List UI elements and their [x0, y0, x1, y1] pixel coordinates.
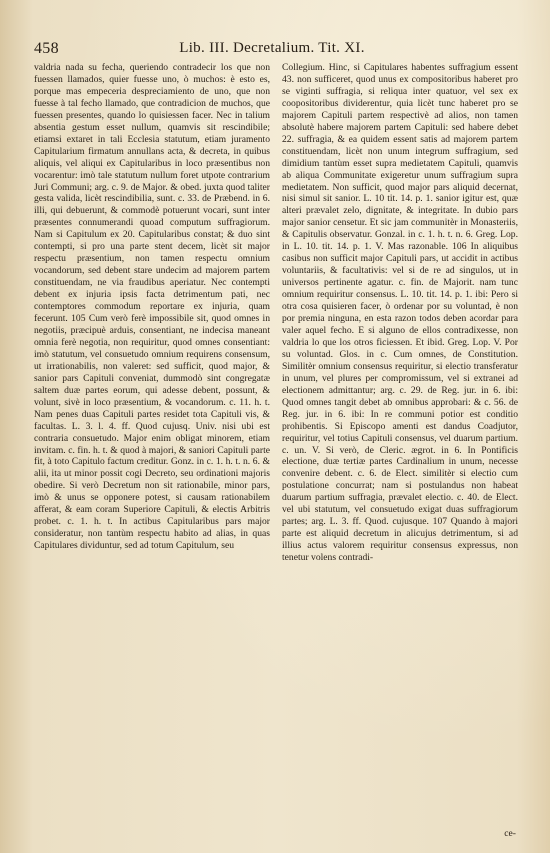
left-column-text: valdria nada su fecha, queriendo contradecir los que non fuessen llamados, quier fuesse uno, ò muchos: è esto es, porque mas empeceria despreciamiento de uno, que non fuesse à tal fecho llamado, que contradicion de muchos, que fuessen presentes, quando lo quisiessen facer. Nec in talium absentia gestum esset nullum, quamvis sit rescindibile; etiamsi extaret in tali Ecclesia statutum, etiam juramento Capitularium firmatum annullans acta, & decreta, in quibus aliquis, vel aliqui ex Capitularibus in loco præsentibus non vocarentur: imò tale statutum nullum foret utpote contrarium Juri Communi; arg. c. 9. de Major. & obed. juxta quod taliter gesta valida, licèt rescindibilia, sunt. c. 33. de Præbend. in 6. illi, qui debuerunt, & commodè potuerunt vocari, sunt inter præsentes connumerandi quoad computum suffragiorum. Nam si Capitulum ex 20. Capitularibus constat; & duo sint contempti, si pro una parte stent decem, licèt sit major respectu præsentium, non tamen respectu omnium vocandorum, sed debent stare undecim ad majorem partem constituendam, ne via fraudibus aperiatur. Nec contempti debent ex injuria ipsis facta detrimentum pati, nec contemptores commodum reportare ex injuria, quam fecerunt. 105 Cum verò ferè impossibile sit, quod omnes in negotiis, præcipuè arduis, consentiant, ne indecisa maneant omnia ferè negotia, non requiritur, quod omnes consentiant: imò statutum, vel consuetudo omnium requirens consensum, ut irrationabilis, non valeret: sed sufficit, quod major, & sanior pars Capituli conveniat, dummodò sint congregatæ saltem duæ partes eorum, qui adesse debent, possunt, & volunt, sivè in loco præsentium, & vocandorum. c. 11. h. t. Nam penes duas Capituli partes residet tota Capituli vis, & facultas. L. 3. l. 4. ff. Quod cujusq. Univ. nisi ubi est contraria consuetudo. Major enim obligat minorem, etiam invitam. c. fin. h. t. & quod à majori, & saniori Capituli parte fit, à toto Capitulo factum creditur. Gonz. in c. 1. h. t. n. 6. & alii, ita ut minor possit cogi Decreto, seu ordinationi majoris obedire. Si verò Decretum non sit rationabile, minor pars, imò & unus se opponere potest, si causam rationabilem afferat, & eam coram Superiore Capituli, & electis Arbitris probet. c. 1. h. t. In actibus Capitularibus pars major consideratur, non tantùm respectu habito ad alias, in quas Capitulares dividuntur, sed ad totum Capitulum, seu [34, 62, 270, 552]
text-columns [34, 62, 518, 825]
right-column [282, 62, 518, 825]
page-header [34, 40, 510, 62]
left-column [34, 62, 270, 825]
page-number: 458 [34, 40, 59, 57]
running-head: Lib. III. Decretalium. Tit. XI. [179, 40, 365, 56]
catchword: ce- [504, 828, 516, 839]
right-column-text: Collegium. Hinc, si Capitulares habentes suffragium essent 43. non sufficeret, quod unus ex compositoribus haberet pro se viginti suffragia, si reliqua inter quatuor, vel sex ex coopositoribus dividerentur, quia licèt tunc haberet pro se majorem Capituli partem respectivè ad alios, non tamen absolutè habere majorem partem Capituli: sed habere debet 22. suffragia, & ea quidem essent satis ad majorem partem constituendam, licèt non unum integrum suffragium, sed dimidium tantùm esset supra medietatem Capituli, quamvis ab aliqua Communitate exigeretur unum suffragium supra medietatem. Non sufficit, quod major pars aliquid decernat, nisi simul sit sanior. L. 10 tit. 14. p. 1. sanior igitur est, quæ alteri prævalet zelo, dignitate, & integritate. In dubio pars major sanior censetur. Et sic jam communitèr in Monasteriis, & Capitulis observatur. Gonzal. in c. 1. h. t. n. 6. Greg. Lop. in L. 10. tit. 14. p. 1. V. Mas razonable. 106 In aliquibus casibus non sufficit major Capituli pars, ut accidit in actibus voluntariis, & facultativis: vel si de re ad singulos, ut in universos pertinente agatur. c. fin. de Majorit. nam tunc omnium requiritur consensus. L. 10. tit. 14. p. 1. ibi: Pero si otra cosa quisieren facer, ò ordenar por su voluntad, è non por premia ninguna, en esta razon todos deben acordar para valer aquel fecho. E si alguno de ellos contradixesse, non valdria lo que los otros ficiessen. Et ibid. Greg. Lop. V. Por su voluntad. Glos. in c. Cum omnes, de Constitution. Similitèr omnium consensus requiritur, si electio transferatur in unum, vel plures per compromissum, vel si extranei ad electionem admittantur; arg. c. 29. de Reg. jur. in 6. ibi: Quod omnes tangit debet ab omnibus approbari: & c. 56. de Reg. jur. in 6. ibi: In re communi potior est conditio prohibentis. Si Episcopo amenti est dandus Coadjutor, requiritur, vel totius Capituli consensus, vel duarum partium. c. un. V. Si verò, de Cleric. ægrot. in 6. In Pontificis electione, duæ tertiæ partes Cardinalium in unum, necesse convenire debent. c. 6. de Elect. similitèr si electio cum postulatione concurrat; nam si postulandus non habeat duarum partium suffragia, prævalet electio. c. 40. de Elect. vel ubi statutum, vel consuetudo exigat duas suffragiorum partes; arg. L. 3. ff. Quod. cujusque. 107 Quando à majori parte est aliquid decretum in alicujus detrimentum, si ad illius actus valorem requiritur consensus expressus, non tenetur volens contradi- [282, 62, 518, 564]
